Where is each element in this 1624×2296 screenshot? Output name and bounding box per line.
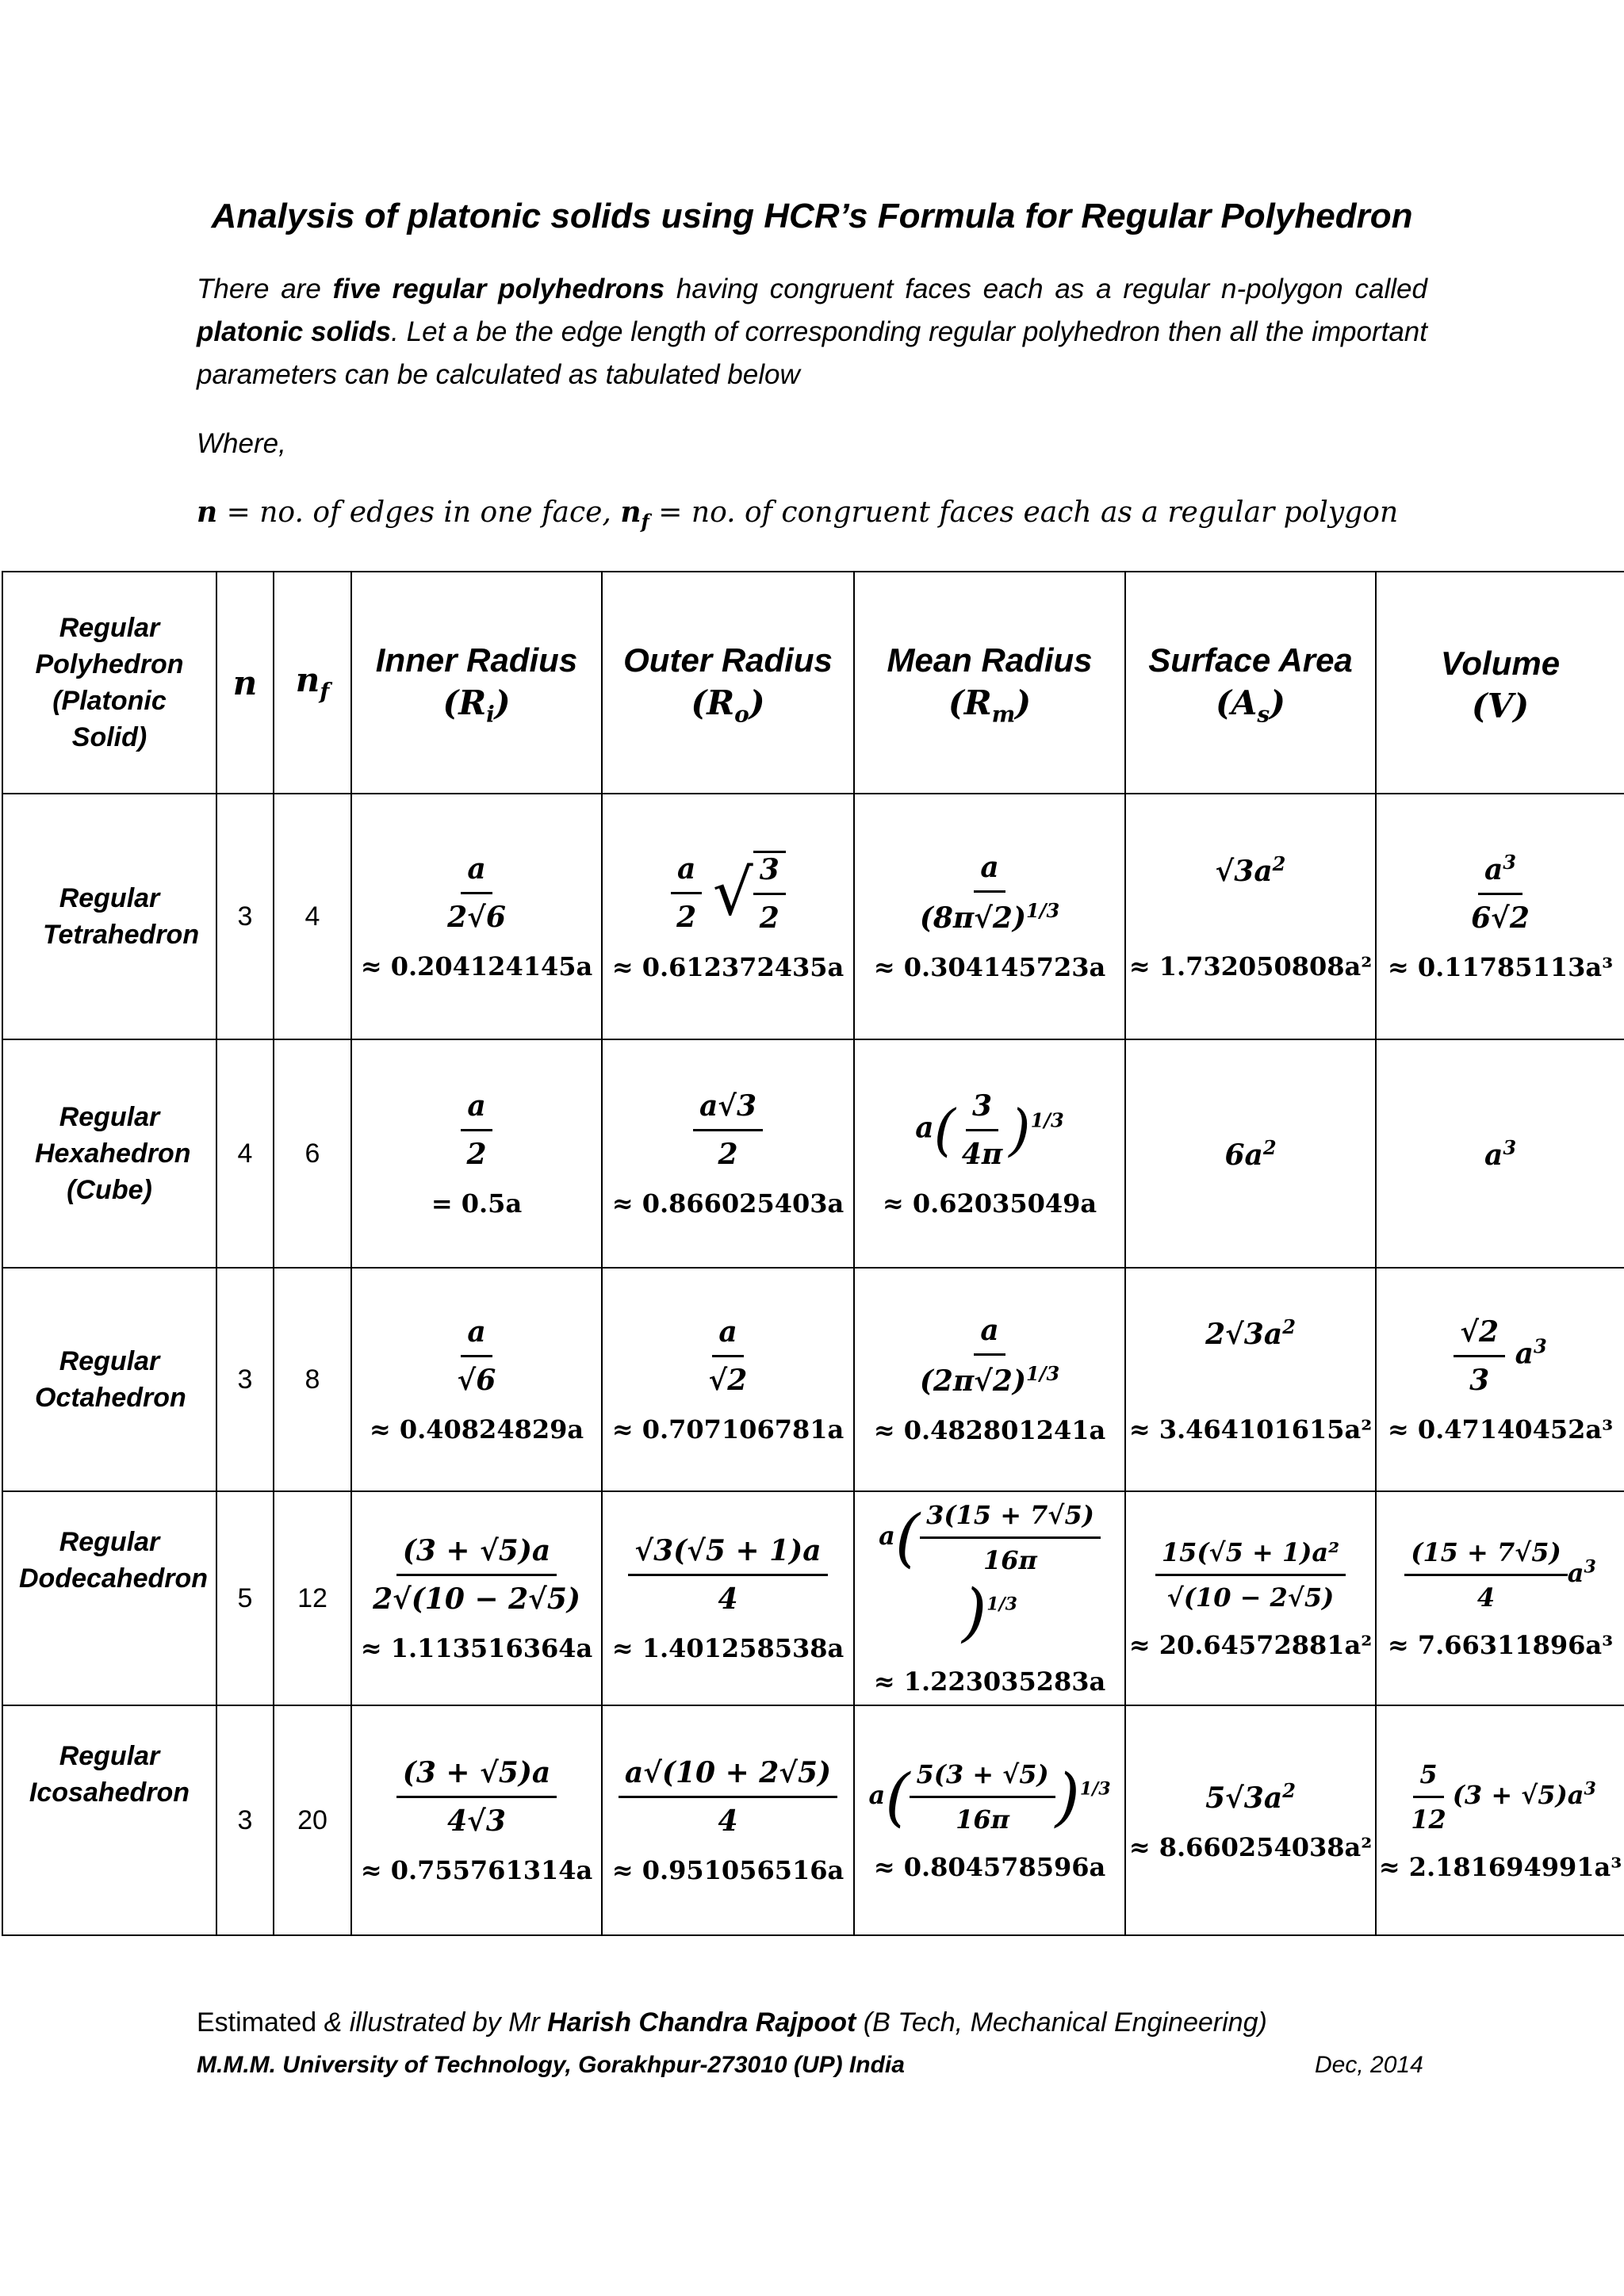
- mean-radius-cell: [854, 1268, 1125, 1491]
- publication-date: Dec, 2014: [1315, 2052, 1423, 2078]
- inner-radius-formula: $\frac{(3 + √5)a}{4√3}$: [396, 1756, 557, 1838]
- table-row: [2, 1705, 1624, 1935]
- outer-radius-approx: ≈ 0.707106781a: [611, 1414, 845, 1445]
- n-value: 4: [216, 1039, 274, 1268]
- header-mean-radius: Mean Radius $(R_m)$: [854, 572, 1125, 794]
- n-value: 3: [216, 794, 274, 1039]
- n-value: 3: [216, 1705, 274, 1935]
- table-row: [2, 1039, 1624, 1268]
- surface-area-approx: ≈ 1.732050808a²: [1128, 951, 1373, 982]
- outer-radius-cell: [602, 1491, 854, 1705]
- outer-radius-cell: [602, 794, 854, 1039]
- volume-cell: [1376, 1705, 1624, 1935]
- solid-name: Regular Icosahedron: [2, 1705, 216, 1935]
- surface-area-approx: ≈ 8.660254038a²: [1128, 1831, 1373, 1862]
- inner-radius-cell: [351, 794, 602, 1039]
- mean-radius-formula: a( $\frac{5(3 + √5)}{16\pi}$ )$^{1/3}$: [868, 1758, 1111, 1835]
- surface-area-formula: $2√3a^2$: [1205, 1314, 1296, 1351]
- mean-radius-formula: $\frac{a}{(8\pi√2)^{1/3}}$: [919, 851, 1060, 935]
- volume-approx: ≈ 0.11785113a³: [1387, 952, 1614, 982]
- inner-radius-formula: $\frac{a}{2}$: [460, 1089, 492, 1171]
- outer-radius-cell: [602, 1705, 854, 1935]
- outer-radius-approx: ≈ 0.612372435a: [611, 952, 845, 982]
- n-value: 5: [216, 1491, 274, 1705]
- nf-value: 4: [274, 794, 351, 1039]
- surface-area-formula: $√3a^2$: [1215, 851, 1286, 888]
- nf-value: 6: [274, 1039, 351, 1268]
- volume-formula: $\frac{(15 + 7√5)}{4}$ $a^3$: [1377, 1537, 1624, 1613]
- outer-radius-cell: [602, 1268, 854, 1491]
- surface-area-cell: [1125, 1491, 1376, 1705]
- inner-radius-approx: ≈ 1.113516364a: [360, 1632, 593, 1663]
- surface-area-cell: [1125, 1039, 1376, 1268]
- header-n: n: [216, 572, 274, 794]
- table-row: [2, 794, 1624, 1039]
- header-surface-area: Surface Area $(A_s)$: [1125, 572, 1376, 794]
- where-label: Where,: [197, 428, 286, 459]
- platonic-solids-table: [2, 571, 1624, 1936]
- mean-radius-approx: ≈ 0.804578596a: [873, 1851, 1106, 1882]
- outer-radius-formula: $\frac{a√(10 + 2√5)}{4}$: [619, 1756, 837, 1838]
- mean-radius-approx: ≈ 1.223035283a: [873, 1667, 1106, 1697]
- header-nf: $n_f$: [274, 572, 351, 794]
- surface-area-approx: ≈ 3.464101615a²: [1128, 1414, 1373, 1445]
- surface-area-cell: [1125, 1705, 1376, 1935]
- solid-name: Regular Hexahedron (Cube): [2, 1039, 216, 1268]
- inner-radius-cell: [351, 1491, 602, 1705]
- mean-radius-formula: a( $\frac{3(15 + 7√5)}{16\pi}$ )$^{1/3}$: [855, 1500, 1124, 1649]
- volume-cell: [1376, 794, 1624, 1039]
- volume-formula: $\frac{5}{12}$ $(3 + √5)a^3$: [1411, 1758, 1596, 1835]
- outer-radius-formula: $\frac{a}{2}$ √ $\frac{3}{2}$: [603, 851, 853, 935]
- header-volume: Volume (V): [1376, 572, 1624, 794]
- author-affiliation: M.M.M. University of Technology, Gorakhpur-273010 (UP) India: [197, 2052, 905, 2078]
- nf-value: 8: [274, 1268, 351, 1491]
- solid-name: Regular Octahedron: [2, 1268, 216, 1491]
- header-solid: Regular Polyhedron (Platonic Solid): [2, 572, 216, 794]
- surface-area-formula: $6a^2$: [1224, 1135, 1277, 1172]
- nf-value: 12: [274, 1491, 351, 1705]
- nf-value: 20: [274, 1705, 351, 1935]
- surface-area-cell: [1125, 1268, 1376, 1491]
- inner-radius-cell: [351, 1268, 602, 1491]
- surface-area-formula: $\frac{\text{15(√5 + 1)a²}}{√(10 - 2√5)}$: [1155, 1537, 1346, 1613]
- surface-area-approx: ≈ 20.64572881a²: [1128, 1629, 1373, 1660]
- mean-radius-cell: [854, 1491, 1125, 1705]
- solid-name: Regular Dodecahedron: [2, 1491, 216, 1705]
- inner-radius-approx: ≈ 0.204124145a: [360, 951, 593, 982]
- mean-radius-cell: [854, 1039, 1125, 1268]
- volume-formula: $\frac{a^3}{6√2}$: [1471, 851, 1530, 935]
- volume-cell: [1376, 1491, 1624, 1705]
- mean-radius-cell: [854, 1705, 1125, 1935]
- header-row: [2, 572, 1624, 794]
- outer-radius-formula: $\frac{a}{√2}$: [708, 1314, 748, 1397]
- inner-radius-cell: [351, 1705, 602, 1935]
- surface-area-formula: $5√3a^2$: [1205, 1778, 1296, 1815]
- inner-radius-formula: $\frac{(3 + √5)a}{2√(10 - 2√5)}$: [373, 1533, 580, 1616]
- volume-formula: $\frac{√2}{3}$ $a^3$: [1377, 1315, 1624, 1397]
- mean-radius-approx: ≈ 0.304145723a: [873, 952, 1106, 982]
- header-outer-radius: Outer Radius $(R_o)$: [602, 572, 854, 794]
- inner-radius-formula: $\frac{a}{2√6}$: [447, 851, 506, 934]
- volume-approx: ≈ 0.47140452a³: [1387, 1414, 1614, 1445]
- mean-radius-approx: ≈ 0.482801241a: [873, 1415, 1106, 1445]
- inner-radius-approx: = 0.5a: [431, 1188, 523, 1219]
- inner-radius-approx: ≈ 0.40824829a: [369, 1414, 584, 1445]
- mean-radius-formula: a( $\frac{3}{4\pi}$ )$^{1/3}$: [915, 1089, 1064, 1171]
- header-inner-radius: Inner Radius $(R_i)$: [351, 572, 602, 794]
- inner-radius-cell: [351, 1039, 602, 1268]
- author-credit: Estimated & illustrated by Mr Harish Chandra Rajpoot (B Tech, Mechanical Engineering): [197, 2007, 1267, 2038]
- mean-radius-formula: $\frac{a}{(2\pi√2)^{1/3}}$: [919, 1314, 1060, 1398]
- page-title: Analysis of platonic solids using HCR’s Formula for Regular Polyhedron: [211, 197, 1413, 235]
- inner-radius-approx: ≈ 0.755761314a: [360, 1854, 593, 1885]
- mean-radius-cell: [854, 794, 1125, 1039]
- volume-approx: ≈ 7.66311896a³: [1387, 1629, 1614, 1660]
- outer-radius-cell: [602, 1039, 854, 1268]
- volume-cell: [1376, 1039, 1624, 1268]
- n-value: 3: [216, 1268, 274, 1491]
- intro-paragraph: There are five regular polyhedrons having congruent faces each as a regular n-polygon called platonic solids. Let a be the edge length of corresponding regular polyhedron then all the important parameters can be calculated as tabulated below: [197, 274, 1427, 390]
- volume-cell: [1376, 1268, 1624, 1491]
- outer-radius-approx: ≈ 0.951056516a: [611, 1854, 845, 1885]
- inner-radius-formula: $\frac{a}{√6}$: [457, 1314, 496, 1397]
- outer-radius-formula: $\frac{√3(√5 + 1)a}{4}$: [628, 1534, 827, 1616]
- table-row: [2, 1268, 1624, 1491]
- table-row: [2, 1491, 1624, 1705]
- outer-radius-approx: ≈ 0.866025403a: [611, 1188, 845, 1219]
- solid-name: Regular Tetrahedron: [2, 794, 216, 1039]
- mean-radius-approx: ≈ 0.62035049a: [882, 1188, 1097, 1219]
- volume-formula: $a^3$: [1484, 1135, 1517, 1172]
- volume-approx: ≈ 2.181694991a³: [1378, 1851, 1622, 1882]
- outer-radius-formula: $\frac{a√3}{2}$: [693, 1089, 763, 1171]
- outer-radius-approx: ≈ 1.401258538a: [611, 1632, 845, 1663]
- definitions-line: n = no. of edges in one face, $n_f$ = no. of congruent faces each as a regular polygon: [197, 496, 1399, 534]
- surface-area-cell: [1125, 794, 1376, 1039]
